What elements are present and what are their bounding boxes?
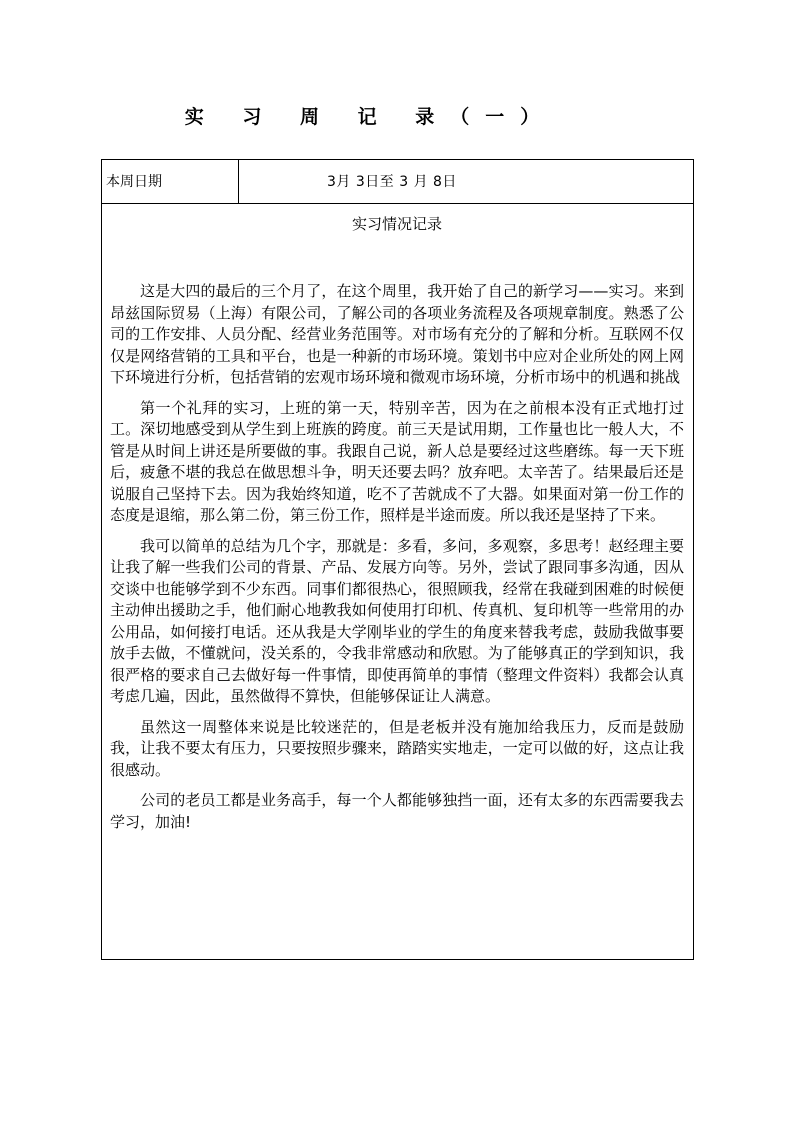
section-title: 实习情况记录 [351,215,442,233]
date-value: 3月 3日至 3 月 8日 [327,174,457,190]
record-table [101,159,694,960]
paragraph-5: 公司的老员工都是业务高手，每一个人都能够独挡一面，还有太多的东西需要我去学习，加油! [110,791,684,831]
paragraph-list [110,281,684,833]
date-row [102,160,693,204]
date-label: 本周日期 [102,160,239,203]
paragraph-2: 第一个礼拜的实习，上班的第一天，特别辛苦，因为在之前根本没有正式地打过工。深切地感受到从学生到上班族的跨度。前三天是试用期，工作量也比一般人大，不管是从时间上讲还是所要做的事。我跟自己说，新人总是要经过这些磨练。每一天下班后，疲惫不堪的我总在做思想斗争，明天还要去吗？放弃吧。太辛苦了。结果最后还是说服自己坚持下去。因为我始终知道，吃不了苦就成不了大器。如果面对第一份工作的态度是退缩，那么第二份，第三份工作，照样是半途而废。所以我还是坚持了下来。 [110,398,684,524]
record-content [102,214,693,833]
paragraph-3: 我可以简单的总结为几个字，那就是：多看，多问，多观察，多思考！赵经理主要让我了解一些我们公司的背景、产品、发展方向等。另外，尝试了跟同事多沟通，因从交谈中也能够学到不少东西。同事们都很热心，很照顾我，经常在我碰到困难的时候便主动伸出援助之手，他们耐心地教我如何使用打印机、传真机、复印机等一些常用的办公用品，如何接打电话。还从我是大学刚毕业的学生的角度来替我考虑，鼓励我做事要放手去做，不懂就问，没关系的，令我非常感动和欣慰。为了能够真正的学到知识，我很严格的要求自己去做好每一件事情，即使再简单的事情（整理文件资料）我都会认真考虑几遍，因此，虽然做得不算快，但能够保证让人满意。 [110,536,684,705]
paragraph-4: 虽然这一周整体来说是比较迷茫的，但是老板并没有施加给我压力，反而是鼓励我，让我不要太有压力，只要按照步骤来，踏踏实实地走，一定可以做的好，这点让我很感动。 [110,717,684,779]
paragraph-1: 这是大四的最后的三个月了，在这个周里，我开始了自己的新学习——实习。来到昂兹国际贸易（上海）有限公司，了解公司的各项业务流程及各项规章制度。熟悉了公司的工作安排、人员分配、经营业务范围等。对市场有充分的了解和分析。互联网不仅仅是网络营销的工具和平台，也是一种新的市场环境。策划书中应对企业所处的网上网下环境进行分析，包括营销的宏观市场环境和微观市场环境，分析市场中的机遇和挑战 [110,282,684,386]
page-title: 实 习 周 记 录（一） [184,106,556,128]
